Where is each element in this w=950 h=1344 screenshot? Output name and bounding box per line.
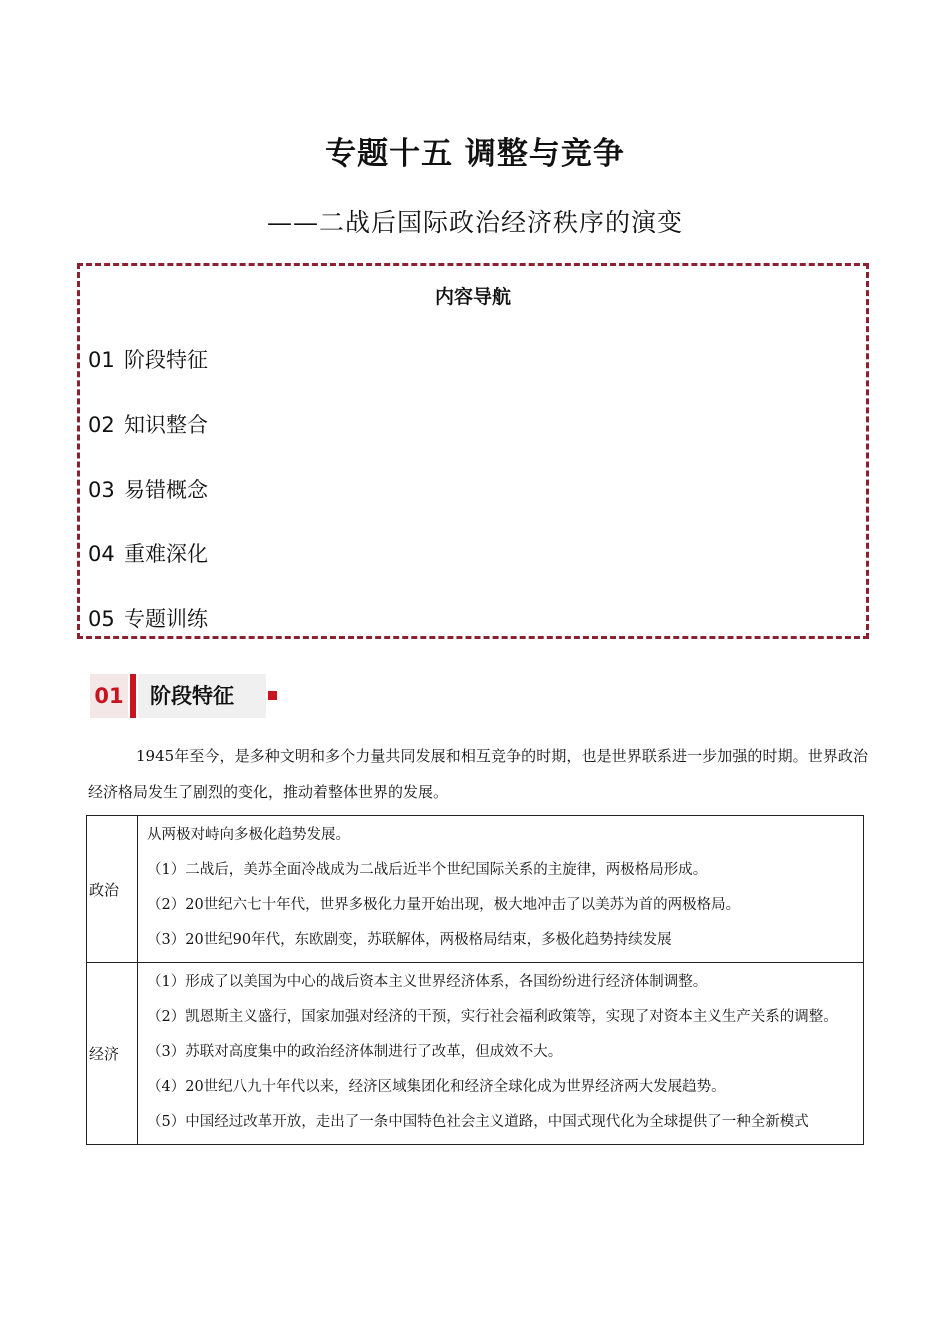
table-line: （1）形成了以美国为中心的战后资本主义世界经济体系，各国纷纷进行经济体制调整。 bbox=[147, 974, 708, 990]
nav-item-label: 重难深化 bbox=[124, 542, 208, 566]
nav-item-1[interactable] bbox=[88, 344, 208, 374]
table-line: （4）20世纪八九十年代以来，经济区域集团化和经济全球化成为世界经济两大发展趋势。 bbox=[147, 1079, 726, 1095]
section-number: 01 bbox=[90, 674, 128, 718]
table-line: （3）20世纪90年代，东欧剧变，苏联解体，两极格局结束，多极化趋势持续发展 bbox=[147, 932, 672, 948]
nav-item-number: 03 bbox=[88, 478, 115, 502]
nav-item-label: 阶段特征 bbox=[124, 348, 208, 372]
table-line: （5）中国经过改革开放，走出了一条中国特色社会主义道路，中国式现代化为全球提供了一种全新模式 bbox=[147, 1114, 809, 1130]
row-body-economy bbox=[138, 963, 864, 1145]
characteristics-table bbox=[86, 815, 864, 1145]
table-row bbox=[87, 963, 864, 1145]
page-title: 专题十五 调整与竞争 bbox=[325, 136, 625, 172]
table-row bbox=[87, 816, 864, 963]
nav-item-2[interactable] bbox=[88, 409, 208, 439]
table-line: （2）20世纪六七十年代，世界多极化力量开始出现，极大地冲击了以美苏为首的两极格局。 bbox=[147, 897, 741, 913]
intro-paragraph: 1945年至今，是多种文明和多个力量共同发展和相互竞争的时期，也是世界联系进一步加强的时期。世界政治经济格局发生了剧烈的变化，推动着整体世界的发展。 bbox=[88, 747, 868, 801]
nav-item-label: 知识整合 bbox=[124, 413, 208, 437]
square-bullet-icon bbox=[268, 691, 277, 700]
table-line: 从两极对峙向多极化趋势发展。 bbox=[147, 827, 350, 843]
content-navigation-box bbox=[77, 263, 869, 639]
nav-item-number: 04 bbox=[88, 542, 115, 566]
nav-item-number: 01 bbox=[88, 348, 115, 372]
page-subtitle: ——二战后国际政治经济秩序的演变 bbox=[266, 208, 683, 237]
table-line: （3）苏联对高度集中的政治经济体制进行了改革，但成效不大。 bbox=[147, 1044, 563, 1060]
row-body-politics bbox=[138, 816, 864, 963]
section-accent-bar bbox=[130, 674, 136, 718]
row-header-economy: 经济 bbox=[87, 963, 138, 1145]
nav-item-label: 易错概念 bbox=[124, 478, 208, 502]
nav-item-5[interactable] bbox=[88, 603, 208, 633]
nav-item-4[interactable] bbox=[88, 538, 208, 568]
nav-item-number: 02 bbox=[88, 413, 115, 437]
nav-heading: 内容导航 bbox=[434, 286, 511, 308]
row-header-politics: 政治 bbox=[87, 816, 138, 963]
nav-item-number: 05 bbox=[88, 607, 115, 631]
table-line: （2）凯恩斯主义盛行，国家加强对经济的干预，实行社会福利政策等，实现了对资本主义生产关系的调整。 bbox=[147, 1009, 838, 1025]
section-label: 阶段特征 bbox=[138, 674, 266, 718]
nav-item-label: 专题训练 bbox=[124, 607, 208, 631]
table-line: （1）二战后，美苏全面冷战成为二战后近半个世纪国际关系的主旋律，两极格局形成。 bbox=[147, 862, 708, 878]
nav-item-3[interactable] bbox=[88, 474, 208, 504]
section-banner bbox=[90, 674, 275, 718]
